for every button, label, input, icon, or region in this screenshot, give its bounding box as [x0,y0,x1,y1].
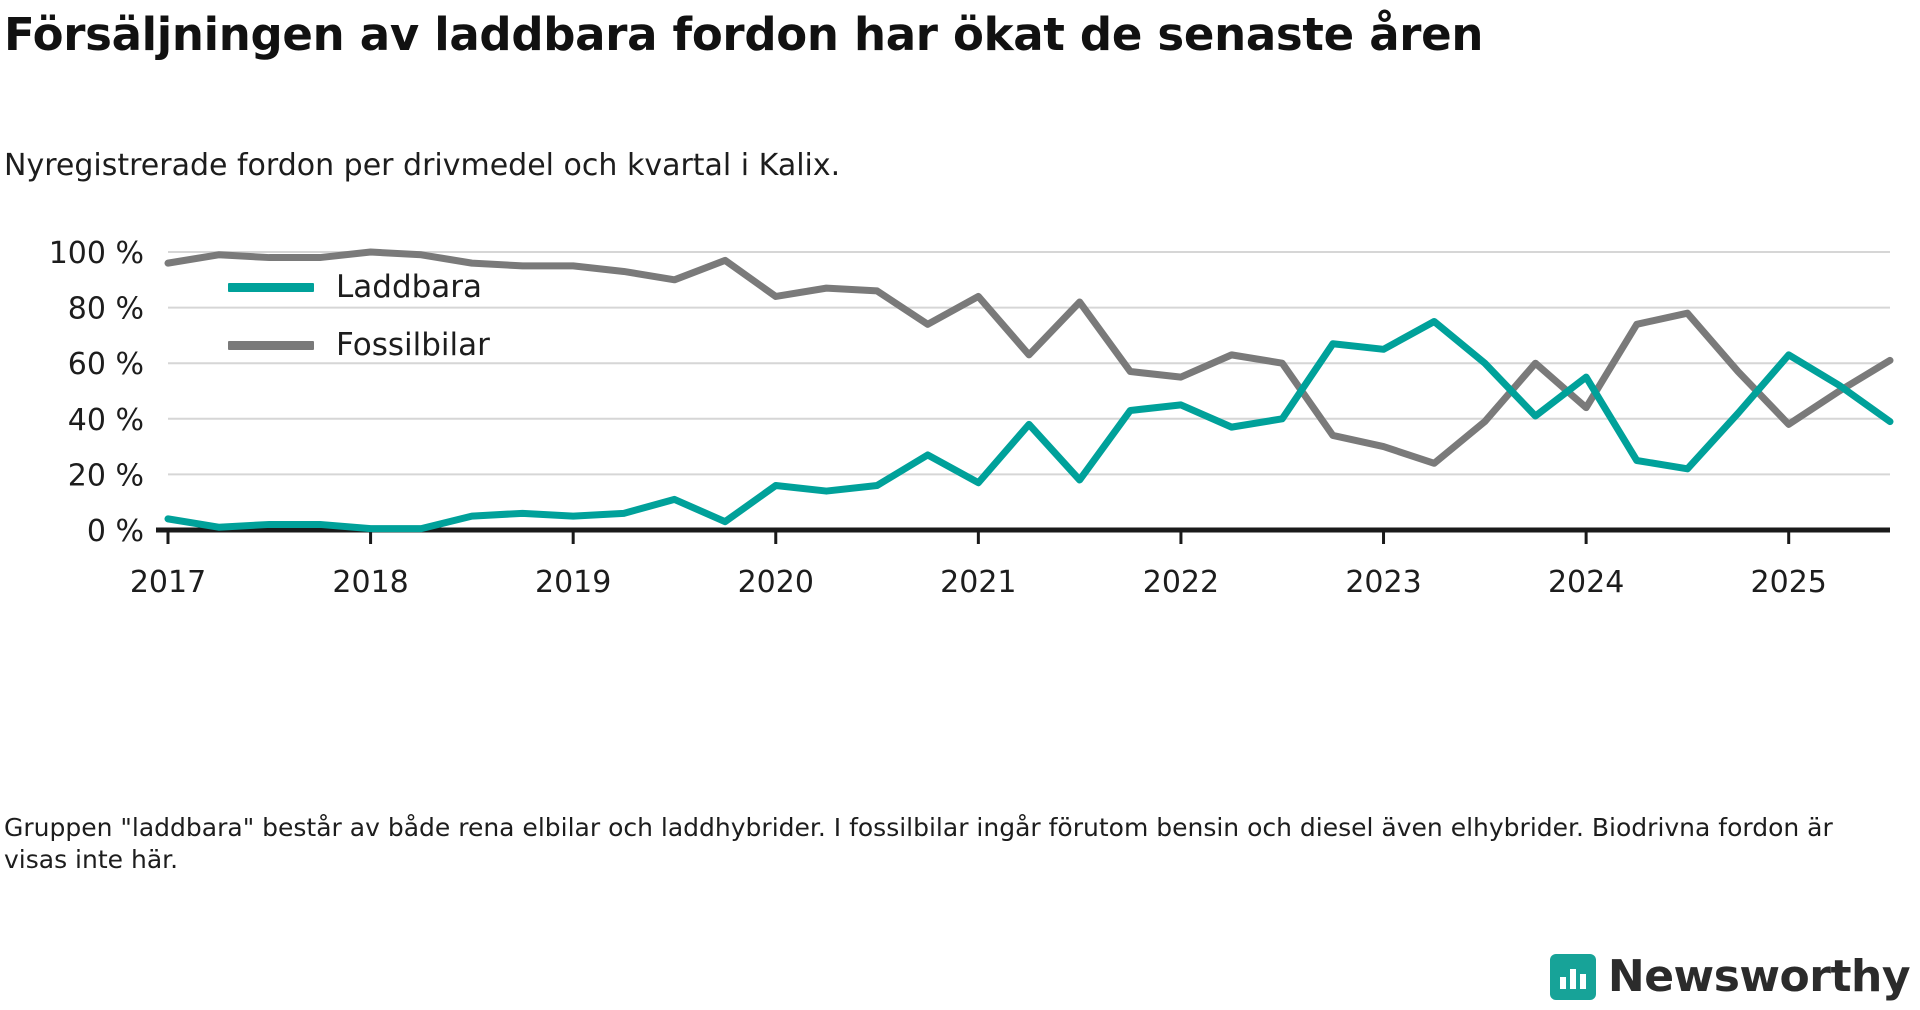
y-axis-tick: 100 % [48,236,144,271]
page-title: Försäljningen av laddbara fordon har ökat de senaste åren [4,8,1484,61]
legend-label-fossilbilar: Fossilbilar [336,327,490,363]
y-axis-tick: 0 % [86,514,144,549]
chart-container [0,230,1920,700]
legend-swatch-laddbara [228,283,314,292]
bar-chart-icon [1550,954,1596,1000]
y-axis-tick: 40 % [67,402,144,438]
legend-item-laddbara [228,258,548,316]
x-axis-tick: 2024 [1547,565,1625,600]
x-axis-tick: 2023 [1345,565,1422,600]
y-axis-tick: 20 % [67,458,144,494]
chart-legend [228,258,548,374]
x-axis-tick: 2021 [940,565,1017,600]
brand-logo [1550,951,1910,1002]
x-axis-tick: 2020 [737,565,814,600]
chart-footnote: Gruppen "laddbara" består av både rena elbilar och laddhybrider. I fossilbilar ingår förutom bensin och diesel även elhybrider. Biodrivna fordon är visas inte här. [4,813,1833,874]
legend-swatch-fossilbilar [228,341,314,350]
page-subtitle: Nyregistrerade fordon per drivmedel och kvartal i Kalix. [4,148,841,183]
legend-item-fossilbilar [228,316,548,374]
x-axis-tick: 2022 [1142,565,1220,600]
x-axis-tick: 2025 [1750,565,1827,600]
legend-label-laddbara: Laddbara [336,269,483,305]
brand-name: Newsworthy [1607,951,1910,1002]
x-axis-tick: 2018 [332,565,409,600]
x-axis-tick: 2019 [534,565,612,600]
y-axis-tick: 80 % [67,291,144,327]
x-axis-tick: 2017 [129,565,207,600]
y-axis-tick: 60 % [67,347,144,383]
